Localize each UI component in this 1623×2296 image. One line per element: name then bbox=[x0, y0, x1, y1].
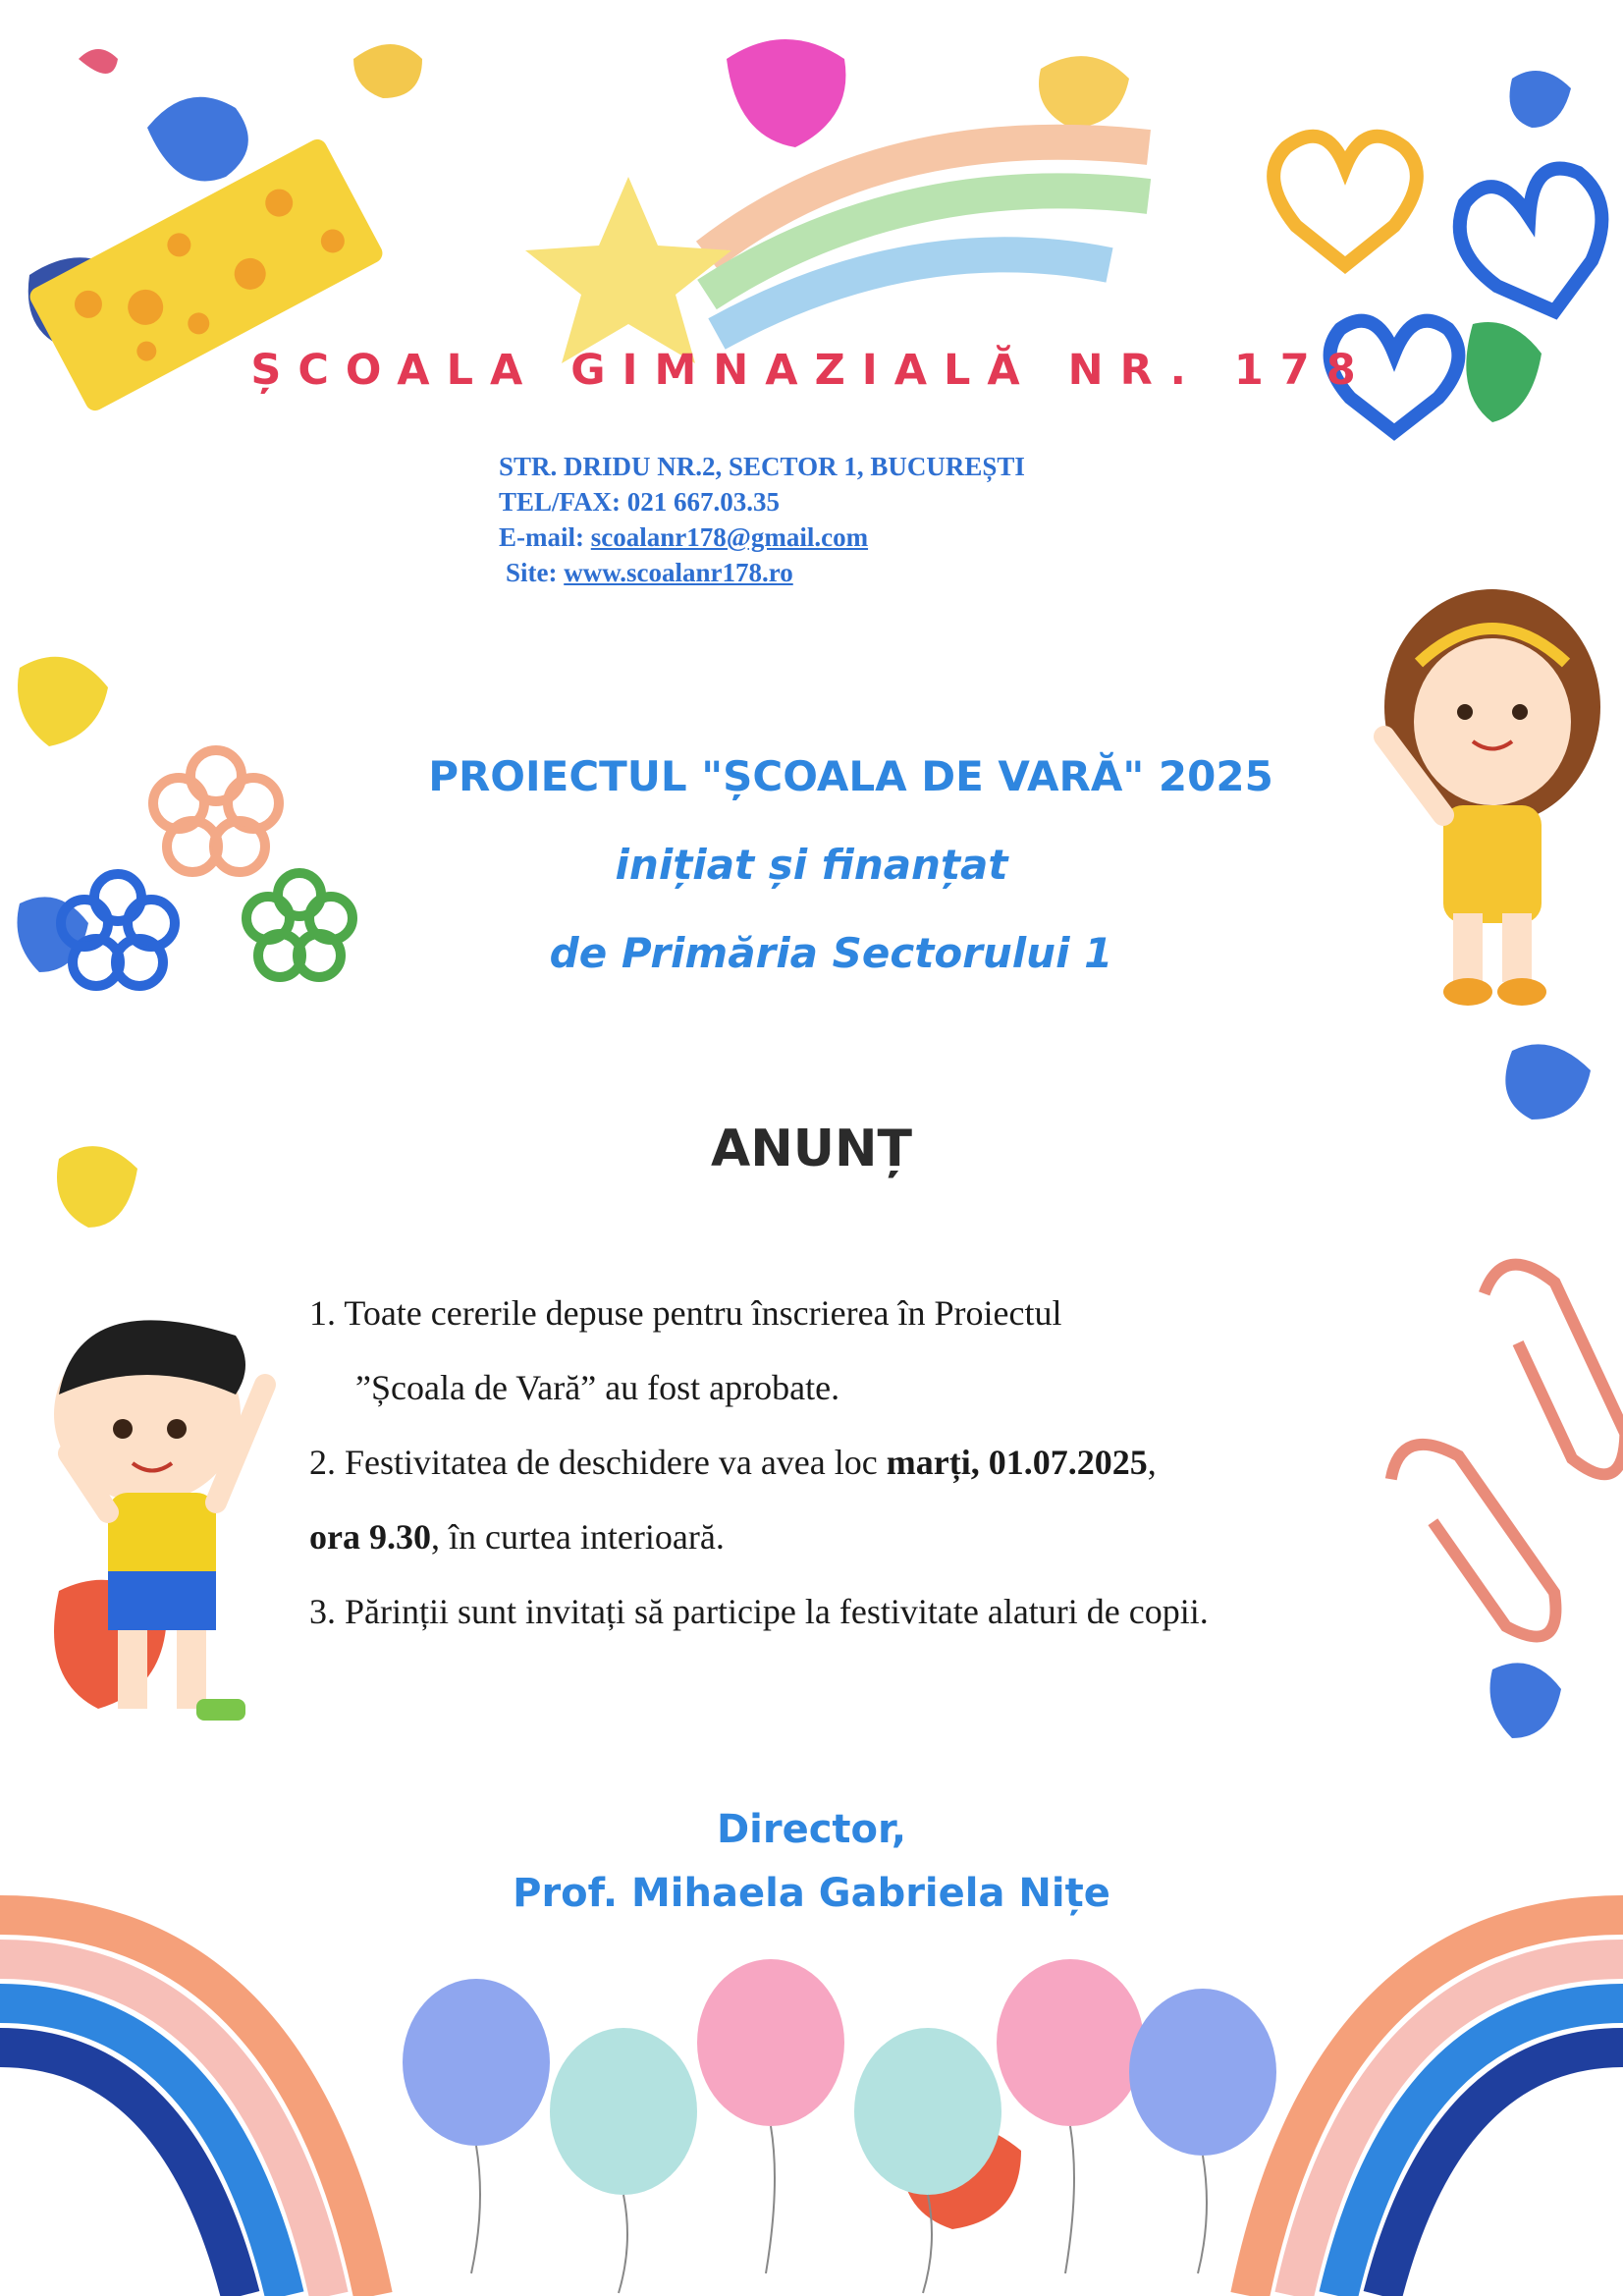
email-link[interactable]: scoalanr178@gmail.com bbox=[590, 522, 869, 552]
project-title: PROIECTUL "ȘCOALA DE VARĂ" 2025 bbox=[428, 752, 1273, 800]
school-name: ȘCOALA GIMNAZIALĂ NR. 178 bbox=[250, 346, 1373, 395]
item-2-time: ora 9.30 bbox=[309, 1517, 431, 1557]
project-funder: de Primăria Sectorului 1 bbox=[549, 929, 1113, 977]
site-label: Site: bbox=[506, 558, 558, 587]
item-2-comma: , bbox=[1147, 1443, 1157, 1482]
announcement-item-2-line-2 bbox=[309, 1516, 725, 1558]
email-line bbox=[499, 519, 868, 555]
site-link[interactable]: www.scoalanr178.ro bbox=[564, 558, 793, 587]
signature-name: Prof. Mihaela Gabriela Nițe bbox=[513, 1871, 1110, 1916]
item-2-date: marți, 01.07.2025 bbox=[886, 1443, 1148, 1482]
phone-line: TEL/FAX: 021 667.03.35 bbox=[499, 487, 781, 517]
announcement-item-3: 3. Părinții sunt invitați să participe la festivitate alaturi de copii. bbox=[309, 1592, 1209, 1631]
item-2-text: 2. Festivitatea de deschidere va avea loc bbox=[309, 1443, 887, 1482]
announcement-item-1-line-2: ”Școala de Vară” au fost aprobate. bbox=[355, 1368, 840, 1407]
paperclip-icons bbox=[1382, 1250, 1623, 1656]
project-subtitle: inițiat și finanțat bbox=[615, 841, 1008, 889]
signature-role: Director, bbox=[716, 1807, 907, 1852]
item-2-location: , în curtea interioară. bbox=[430, 1517, 725, 1557]
announcement-item-2-line-1 bbox=[309, 1442, 1157, 1483]
balloons bbox=[403, 1959, 1276, 2293]
announcement-item-1-line-1: 1. Toate cererile depuse pentru înscrierea în Proiectul bbox=[309, 1293, 1062, 1333]
address-line: STR. DRIDU NR.2, SECTOR 1, BUCUREȘTI bbox=[499, 452, 1025, 481]
site-line bbox=[506, 555, 793, 590]
shooting-star-rainbow bbox=[525, 142, 1149, 363]
announcement-title: ANUNȚ bbox=[711, 1120, 912, 1178]
email-label: E-mail: bbox=[499, 522, 584, 552]
